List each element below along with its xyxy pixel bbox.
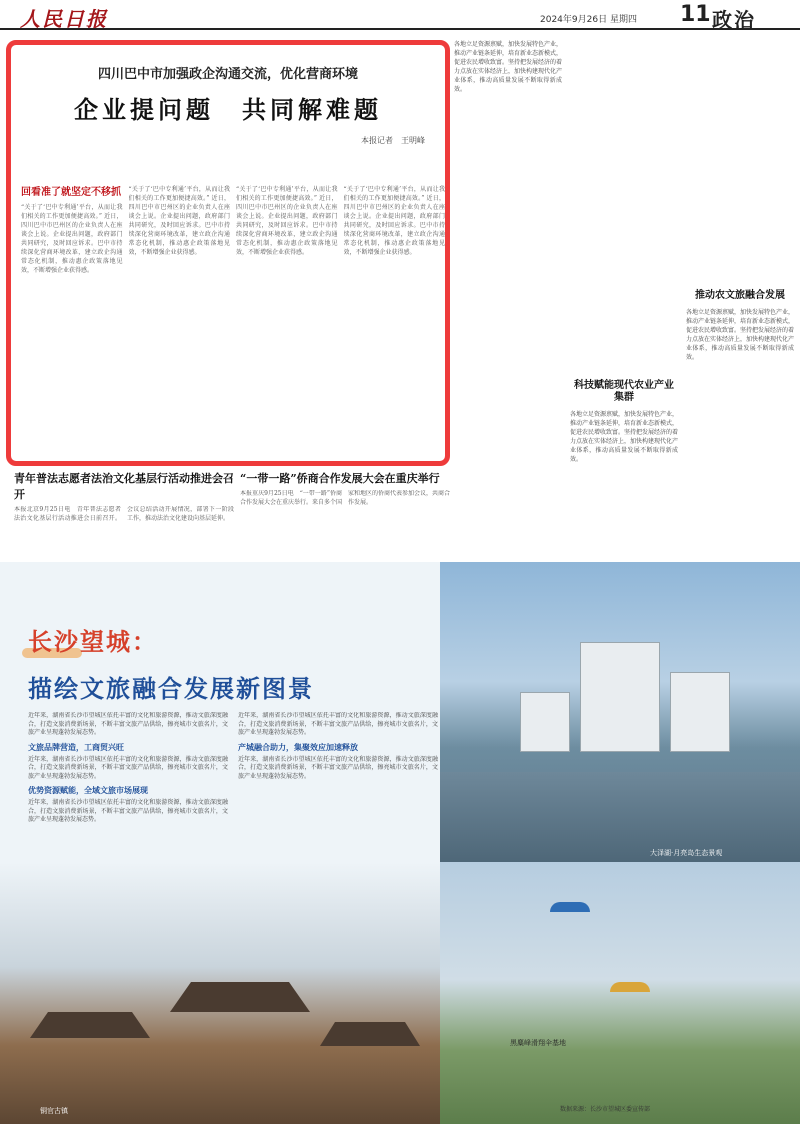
right-column — [686, 40, 794, 540]
photo-caption: 大泽湖·月亮岛生态景观 — [650, 849, 723, 857]
lead-body: “关于了‘巴中专利通’平台，从而让我们相关的工作更加便捷高效。” 近日，四川巴中市巴州区的企业负责人在座谈会上说。企业提出问题，政府部门共同研究，及时回应诉求。巴中市持续深化营商环境改革，建立政企沟通常态化机制，推动惠企政策落地见效，不断增强企业获得感。 — [21, 204, 123, 274]
right-column — [570, 40, 678, 540]
right-columns — [454, 40, 794, 540]
feature-body: 近年来，湖南省长沙市望城区依托丰富的文化和旅游资源，推动文旅深度融合，打造文旅消费新场景，不断丰富文旅产品供给，擦亮城市文旅名片，文旅产业呈现蓬勃发展态势。 — [28, 755, 228, 780]
dateline: 2024年9月26日 星期四 — [540, 15, 637, 25]
photo-caption: 黑麋峰滑翔伞基地 — [510, 1039, 566, 1047]
right-body: 各地立足资源禀赋，加快发展特色产业，推动产业链条延伸，培育新业态新模式，促进农民增收致富。坚持把发展经济的着力点放在实体经济上，加快构建现代化产业体系，推动高质量发展不断取得新成效。 — [454, 41, 562, 93]
mid-story-title[interactable]: “一带一路”侨商合作发展大会在重庆举行 — [240, 472, 440, 485]
feature-title-line-2[interactable]: 描绘文旅融合发展新图景 — [28, 675, 314, 703]
feature-body: 近年来，湖南省长沙市望城区依托丰富的文化和旅游资源，推动文旅深度融合，打造文旅消费新场景，不断丰富文旅产品供给，擦亮城市文旅名片，文旅产业呈现蓬勃发展态势。 — [28, 712, 228, 736]
newspaper-logo: 人民日报 — [20, 7, 108, 31]
feature-byline: 数据来源：长沙市望城区委宣传部 — [560, 1106, 651, 1113]
lead-column — [129, 185, 231, 461]
lead-article[interactable] — [6, 40, 450, 466]
lake-photo — [440, 562, 800, 862]
water-surface — [440, 772, 800, 862]
lead-column — [236, 185, 338, 461]
right-body: 各地立足资源禀赋，加快发展特色产业，推动产业链条延伸，培育新业态新模式，促进农民增收致富。坚持把发展经济的着力点放在实体经济上，加快构建现代化产业体系，推动高质量发展不断取得新成效。 — [686, 309, 794, 361]
lead-byline: 本报记者 王明峰 — [361, 136, 425, 145]
building-shape — [670, 672, 730, 752]
paraglider-shape — [610, 982, 650, 992]
building-shape — [580, 642, 660, 752]
feature-body: 近年来，湖南省长沙市望城区依托丰富的文化和旅游资源，推动文旅深度融合，打造文旅消费新场景，不断丰富文旅产品供给，擦亮城市文旅名片，文旅产业呈现蓬勃发展态势。 — [238, 755, 438, 780]
page-number: 11 — [680, 2, 711, 27]
lead-body: “关于了‘巴中专利通’平台，从而让我们相关的工作更加便捷高效。” 近日，四川巴中市巴州区的企业负责人在座谈会上说。企业提出问题，政府部门共同研究，及时回应诉求。巴中市持续深化营商环境改革，建立政企沟通常态化机制，推动惠企政策落地见效，不断增强企业获得感。 — [236, 186, 338, 256]
lead-column — [21, 185, 123, 461]
feature-subhead: 文旅品牌营造，工商贸兴旺 — [28, 741, 124, 752]
mid-story[interactable] — [14, 470, 234, 555]
masthead — [0, 0, 800, 30]
lead-body: “关于了‘巴中专利通’平台，从而让我们相关的工作更加便捷高效。” 近日，四川巴中市巴州区的企业负责人在座谈会上说。企业提出问题，政府部门共同研究，及时回应诉求。巴中市持续深化营商环境改革，建立政企沟通常态化机制，推动惠企政策落地见效，不断增强企业获得感。 — [343, 186, 445, 256]
feature-title[interactable] — [28, 622, 368, 704]
right-column — [454, 40, 562, 540]
feature-body: 近年来，湖南省长沙市望城区依托丰富的文化和旅游资源，推动文旅深度融合，打造文旅消费新场景，不断丰富文旅产品供给，擦亮城市文旅名片，文旅产业呈现蓬勃发展态势。 — [238, 712, 438, 736]
building-shape — [520, 692, 570, 752]
mid-story-body: 本报北京9月25日电 青年普法志愿者法治文化基层行活动推进会日前召开。会议总结活动开展情况，部署下一阶段工作，推动法治文化建设向基层延伸。 — [14, 506, 234, 522]
lead-subhead: 回看准了就坚定不移抓 — [21, 187, 121, 198]
mid-story[interactable] — [240, 470, 450, 555]
feature-columns — [28, 712, 438, 942]
feature-section — [0, 562, 800, 1124]
feature-subhead: 优势资源赋能，全域文旅市场展现 — [28, 785, 148, 795]
feature-column — [28, 712, 228, 942]
feature-subhead: 产城融合助力，集聚效应加速释放 — [238, 741, 358, 752]
right-subhead: 推动农文旅融合发展 — [695, 290, 785, 301]
photo-caption: 铜官古镇 — [40, 1107, 68, 1115]
lead-headline[interactable]: 企业提问题 共同解难题 — [74, 95, 382, 124]
lead-columns — [21, 185, 445, 461]
roof-shape — [30, 1012, 150, 1038]
feature-column — [238, 712, 438, 942]
roof-shape — [170, 982, 310, 1012]
paraglider-shape — [550, 902, 590, 912]
feature-title-line-1[interactable]: 长沙望城： — [28, 628, 158, 656]
lead-body: “关于了‘巴中专利通’平台，从而让我们相关的工作更加便捷高效。” 近日，四川巴中市巴州区的企业负责人在座谈会上说。企业提出问题，政府部门共同研究，及时回应诉求。巴中市持续深化营商环境改革，建立政企沟通常态化机制，推动惠企政策落地见效，不断增强企业获得感。 — [128, 186, 230, 256]
mid-story-title[interactable]: 青年普法志愿者法治文化基层行活动推进会召开 — [14, 472, 234, 501]
lead-kicker: 四川巴中市加强政企沟通交流，优化营商环境 — [97, 67, 358, 82]
right-subhead: 科技赋能现代农业产业集群 — [574, 380, 674, 403]
roof-shape — [320, 1022, 420, 1046]
section-name: 政治 — [712, 8, 756, 32]
lead-column — [344, 185, 446, 461]
paragliding-photo — [440, 862, 800, 1124]
feature-body: 近年来，湖南省长沙市望城区依托丰富的文化和旅游资源，推动文旅深度融合，打造文旅消费新场景，不断丰富文旅产品供给，擦亮城市文旅名片，文旅产业呈现蓬勃发展态势。 — [28, 799, 228, 823]
right-body: 各地立足资源禀赋，加快发展特色产业，推动产业链条延伸，培育新业态新模式，促进农民增收致富。坚持把发展经济的着力点放在实体经济上，加快构建现代化产业体系，推动高质量发展不断取得新成效。 — [570, 411, 678, 463]
mid-story-body: 本报重庆9月25日电 “一带一路”侨商合作发展大会在重庆举行。来自多个国家和地区的侨商代表参加会议，共商合作发展。 — [240, 490, 450, 506]
